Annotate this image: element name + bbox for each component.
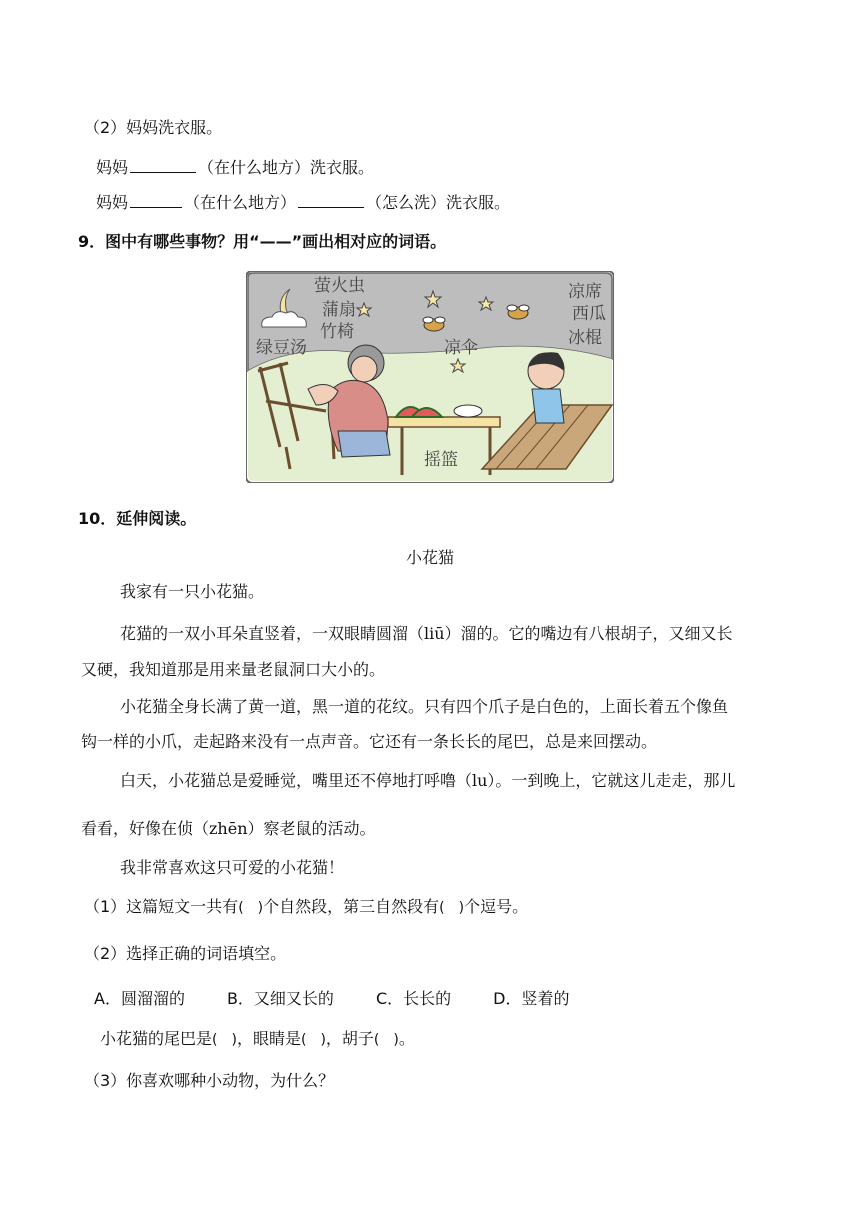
label-popsicle: 冰棍 — [568, 328, 602, 348]
answer-blank[interactable] — [130, 156, 196, 173]
answer-paren[interactable]: ( ) — [212, 1032, 237, 1048]
story-paragraph-2-line-1: 花猫的一双小耳朵直竖着，一双眼睛圆溜（liū）溜的。它的嘴边有八根胡子，又细又长 — [120, 624, 733, 643]
q10-sub3: （3）你喜欢哪种小动物，为什么？ — [84, 1071, 335, 1090]
option-a: A．圆溜溜的 — [94, 989, 185, 1008]
q10-sub1 — [84, 896, 528, 919]
sub2-text-b: ，眼睛是 — [236, 1029, 301, 1048]
option-b: B．又细又长的 — [226, 989, 334, 1008]
q8-sub2-line1 — [96, 156, 374, 179]
answer-paren[interactable]: ( ) — [238, 900, 264, 916]
line2-hint2: （怎么洗）洗衣服。 — [366, 193, 511, 212]
sub1-text-b: 个自然段，第三自然段有 — [263, 897, 440, 916]
q9-heading: 9．图中有哪些事物？用“——”画出相对应的词语。 — [78, 232, 447, 251]
answer-blank[interactable] — [130, 191, 182, 208]
option-c: C．长长的 — [375, 989, 452, 1008]
sub2-text-d: 。 — [398, 1029, 415, 1048]
line2-hint1: （在什么地方） — [184, 193, 297, 212]
sub2-text-c: ，胡子 — [325, 1029, 374, 1048]
answer-paren[interactable]: ( ) — [300, 1032, 326, 1048]
option-d: D．竖着的 — [493, 989, 570, 1008]
label-cradle: 摇篮 — [424, 450, 458, 470]
q10-sub2-options — [94, 988, 611, 1010]
label-firefly: 萤火虫 — [314, 276, 365, 296]
label-watermelon: 西瓜 — [572, 304, 606, 324]
answer-blank[interactable] — [298, 191, 364, 208]
story-title: 小花猫 — [406, 548, 455, 567]
q8-sub2-line2 — [96, 191, 510, 214]
story-paragraph-3-line-1: 小花猫全身长满了黄一道，黑一道的花纹。只有四个爪子是白色的，上面长着五个像鱼 — [120, 697, 729, 716]
answer-paren[interactable]: ( ) — [439, 900, 465, 916]
label-parasol: 凉伞 — [444, 338, 478, 358]
q10-sub2-title: （2）选择正确的词语填空。 — [84, 944, 287, 963]
q10-sub2-fill — [100, 1028, 415, 1051]
sub2-text-a: 小花猫的尾巴是 — [100, 1029, 213, 1048]
sub1-text-c: 个逗号。 — [464, 897, 529, 916]
q8-sub2-title: （2）妈妈洗衣服。 — [84, 118, 223, 137]
label-cattail-fan: 蒲扇 — [322, 300, 356, 320]
story-paragraph-2-line-2: 又硬，我知道那是用来量老鼠洞口大小的。 — [81, 660, 386, 679]
summer-night-illustration — [246, 271, 614, 483]
line1-start: 妈妈 — [96, 158, 129, 177]
q10-heading: 10．延伸阅读。 — [78, 509, 197, 528]
story-paragraph-4-line-1: 白天，小花猫总是爱睡觉，嘴里还不停地打呼噜（lu）。一到晚上，它就这儿走走，那儿 — [120, 771, 736, 790]
label-bamboo-chair: 竹椅 — [320, 322, 354, 342]
story-paragraph-4-line-2: 看看，好像在侦（zhēn）察老鼠的活动。 — [81, 819, 376, 838]
answer-paren[interactable]: ( ) — [373, 1032, 399, 1048]
story-paragraph-3-line-2: 钩一样的小爪，走起路来没有一点声音。它还有一条长长的尾巴，总是来回摆动。 — [81, 732, 658, 751]
label-bamboo-mat: 凉席 — [568, 282, 602, 302]
sub1-text-a: （1）这篇短文一共有 — [84, 897, 239, 916]
line2-start: 妈妈 — [96, 193, 129, 212]
label-mung-bean-soup: 绿豆汤 — [256, 338, 307, 358]
story-paragraph-5: 我非常喜欢这只可爱的小花猫！ — [120, 858, 345, 877]
line1-hint: （在什么地方）洗衣服。 — [198, 158, 375, 177]
story-paragraph-1: 我家有一只小花猫。 — [120, 582, 265, 601]
